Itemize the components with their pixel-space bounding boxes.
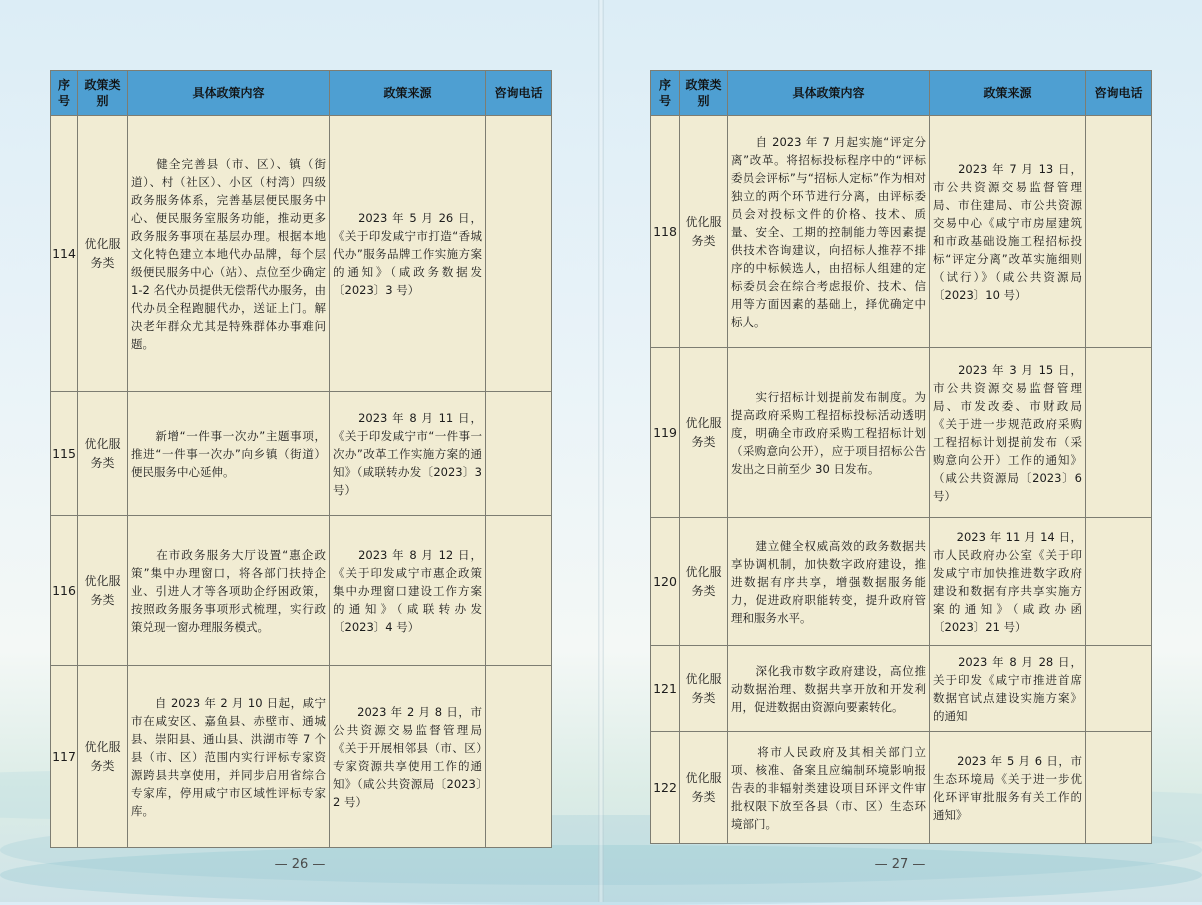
row-source: 2023 年 8 月 11 日，《关于印发咸宁市“一件事一次办”改革工作实施方案的通知》（咸联转办发〔2023〕3 号） xyxy=(330,392,486,516)
header-source: 政策来源 xyxy=(330,71,486,116)
page-number-left: — 26 — xyxy=(274,857,326,872)
row-seq: 117 xyxy=(51,666,78,848)
book-spine xyxy=(598,0,604,902)
policy-table-page-26 xyxy=(50,70,552,848)
row-phone xyxy=(1086,646,1152,732)
row-category: 优化服务类 xyxy=(680,518,728,646)
row-content: 自 2023 年 7 月起实施“评定分离”改革。将招标投标程序中的“评标委员会评标”与“招标人定标”作为相对独立的两个环节进行分离，由评标委员会对投标文件的价格、技术、质量、安全、工期的控制能力等因素提供技术咨询建议，向招标人推荐不排序的中标候选人，由招标人组建的定标委员会在综合考虑报价、技术、信用等方面因素的基础上，择优确定中标人。 xyxy=(728,116,930,348)
header-source: 政策来源 xyxy=(930,71,1086,116)
table-row xyxy=(51,516,552,666)
row-category: 优化服务类 xyxy=(78,666,128,848)
header-phone: 咨询电话 xyxy=(1086,71,1152,116)
header-content: 具体政策内容 xyxy=(128,71,330,116)
row-content: 新增“一件事一次办”主题事项，推进“一件事一次办”向乡镇（街道）便民服务中心延伸。 xyxy=(128,392,330,516)
header-category: 政策类别 xyxy=(78,71,128,116)
table-row xyxy=(651,646,1152,732)
row-content: 深化我市数字政府建设，高位推动数据治理、数据共享开放和开发利用，促进数据由资源向要素转化。 xyxy=(728,646,930,732)
row-content: 实行招标计划提前发布制度。为提高政府采购工程招标投标活动透明度，明确全市政府采购工程招标计划（采购意向公开），应于项目招标公告发出之日前至少 30 日发布。 xyxy=(728,348,930,518)
row-category: 优化服务类 xyxy=(680,116,728,348)
row-source: 2023 年 3 月 15 日，市公共资源交易监督管理局、市发改委、市财政局《关于进一步规范政府采购工程招标计划提前发布（采购意向公开）工作的通知》（咸公共资源局〔2023〕6 号） xyxy=(930,348,1086,518)
row-source: 2023 年 2 月 8 日，市公共资源交易监督管理局《关于开展相邻县（市、区）专家资源共享使用工作的通知》（咸公共资源局〔2023〕2 号） xyxy=(330,666,486,848)
row-seq: 114 xyxy=(51,116,78,392)
row-phone xyxy=(486,392,552,516)
row-source: 2023 年 8 月 28 日，关于印发《咸宁市推进首席数据官试点建设实施方案》的通知 xyxy=(930,646,1086,732)
row-source: 2023 年 5 月 26 日，《关于印发咸宁市打造“香城代办”服务品牌工作实施方案的通知》（咸政务数据发〔2023〕3 号） xyxy=(330,116,486,392)
table-header-row xyxy=(51,71,552,116)
table-row xyxy=(51,666,552,848)
row-category: 优化服务类 xyxy=(680,646,728,732)
table-header-row xyxy=(651,71,1152,116)
row-seq: 115 xyxy=(51,392,78,516)
row-category: 优化服务类 xyxy=(78,516,128,666)
row-seq: 116 xyxy=(51,516,78,666)
row-phone xyxy=(1086,518,1152,646)
row-phone xyxy=(1086,348,1152,518)
header-phone: 咨询电话 xyxy=(486,71,552,116)
row-content: 健全完善县（市、区）、镇（街道）、村（社区）、小区（村湾）四级政务服务体系，完善基层便民服务中心、便民服务室服务功能，推动更多政务服务事项在基层办理。根据本地文化特色建立本地代办品牌，每个层级便民服务中心（站）、点位至少确定 1-2 名代办员提供无偿帮代办服务，由代办员全程跑腿代办，送证上门。解决老年群众尤其是特殊群体办事难问题。 xyxy=(128,116,330,392)
row-content: 将市人民政府及其相关部门立项、核准、备案且应编制环境影响报告表的非辐射类建设项目环评文件审批权限下放至各县（市、区）生态环境部门。 xyxy=(728,732,930,844)
row-source: 2023 年 7 月 13 日，市公共资源交易监督管理局、市住建局、市公共资源交易中心《咸宁市房屋建筑和市政基础设施工程招标投标“评定分离”改革实施细则（试行）》（咸公共资源局〔2023〕10 号） xyxy=(930,116,1086,348)
row-seq: 120 xyxy=(651,518,680,646)
header-category: 政策类别 xyxy=(680,71,728,116)
policy-table-page-27 xyxy=(650,70,1152,844)
row-content: 建立健全权威高效的政务数据共享协调机制，加快数字政府建设，推进数据有序共享，增强数据服务能力，促进政府职能转变，提升政府管理和服务水平。 xyxy=(728,518,930,646)
row-phone xyxy=(486,666,552,848)
header-seq: 序号 xyxy=(651,71,680,116)
row-phone xyxy=(486,116,552,392)
table-row xyxy=(51,116,552,392)
row-seq: 118 xyxy=(651,116,680,348)
table-row xyxy=(651,732,1152,844)
row-category: 优化服务类 xyxy=(680,732,728,844)
header-content: 具体政策内容 xyxy=(728,71,930,116)
row-source: 2023 年 5 月 6 日，市生态环境局《关于进一步优化环评审批服务有关工作的通知》 xyxy=(930,732,1086,844)
table-row xyxy=(51,392,552,516)
table-row xyxy=(651,348,1152,518)
row-phone xyxy=(1086,732,1152,844)
row-seq: 119 xyxy=(651,348,680,518)
row-phone xyxy=(1086,116,1152,348)
row-seq: 121 xyxy=(651,646,680,732)
row-content: 自 2023 年 2 月 10 日起，咸宁市在咸安区、嘉鱼县、赤壁市、通城县、崇阳县、通山县、洪湖市等 7 个县（市、区）范围内实行评标专家资源跨县共享使用，并同步启用省综合专家库，停用咸宁市区域性评标专家库。 xyxy=(128,666,330,848)
row-phone xyxy=(486,516,552,666)
page-number-right: — 27 — xyxy=(874,857,926,872)
row-category: 优化服务类 xyxy=(78,116,128,392)
table-row xyxy=(651,518,1152,646)
header-seq: 序号 xyxy=(51,71,78,116)
row-content: 在市政务服务大厅设置“惠企政策”集中办理窗口，将各部门扶持企业、引进人才等各项助企纾困政策，按照政务服务事项形式梳理，实行政策兑现一窗办理服务模式。 xyxy=(128,516,330,666)
row-source: 2023 年 8 月 12 日，《关于印发咸宁市惠企政策集中办理窗口建设工作方案的通知》（咸联转办发〔2023〕4 号） xyxy=(330,516,486,666)
row-source: 2023 年 11 月 14 日，市人民政府办公室《关于印发咸宁市加快推进数字政府建设和数据有序共享实施方案的通知》（咸政办函〔2023〕21 号） xyxy=(930,518,1086,646)
row-category: 优化服务类 xyxy=(680,348,728,518)
row-category: 优化服务类 xyxy=(78,392,128,516)
table-row xyxy=(651,116,1152,348)
row-seq: 122 xyxy=(651,732,680,844)
